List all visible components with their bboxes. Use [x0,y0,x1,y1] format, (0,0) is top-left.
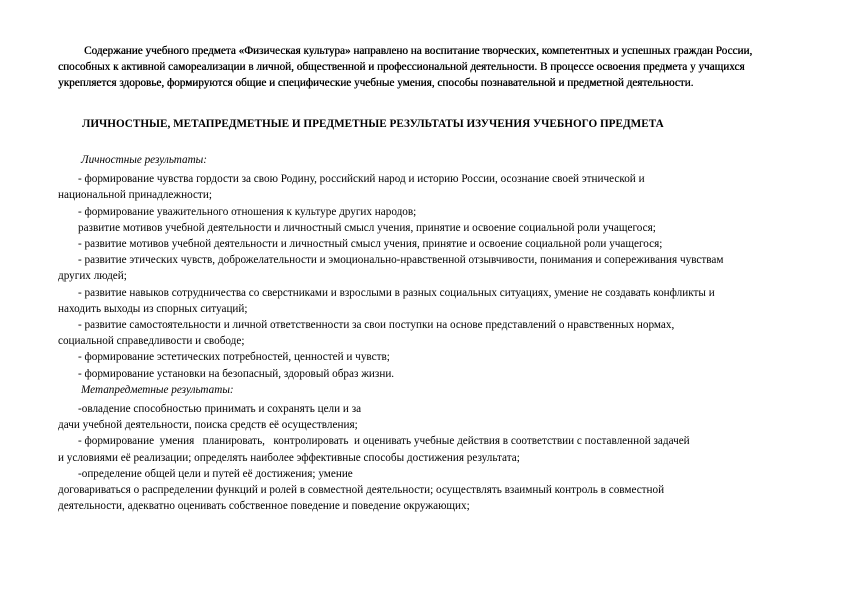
section-heading: ЛИЧНОСТНЫЕ, МЕТАПРЕДМЕТНЫЕ И ПРЕДМЕТНЫЕ РЕЗУЛЬТАТЫ ИЗУЧЕНИЯ УЧЕБНОГО ПРЕДМЕТА [82,118,664,130]
personal-item: - развитие самостоятельности и личной ответственности за свои поступки на основе представлений о нравственных нормах, [78,319,675,332]
personal-item: социальной справедливости и свободе; [58,335,245,348]
results-section [58,152,793,514]
personal-item: - формирование уважительного отношения к культуре других народов; [78,205,417,218]
personal-item: других людей; [58,270,127,283]
intro-paragraph: Содержание учебного предмета «Физическая культура» направлено на воспитание творческих, компетентных и успешных граждан России, способных к активной самореализации в личной, общественной и профессиональной деятельности. В процессе освоения предмета у учащихся укрепляется здоровье, формируются общие и специфические учебные умения, способы познавательной и предметной деятельности. [58,45,753,90]
personal-item: развитие мотивов учебной деятельности и личностный смысл учения, принятие и освоение социальной роли учащегося; [78,221,656,234]
meta-results-title: Метапредметные результаты: [81,383,234,396]
personal-results-title: Личностные результаты: [81,154,207,166]
personal-item: - формирование чувства гордости за свою Родину, российский народ и историю России, осознание своей этнической и [78,173,645,186]
meta-item: - формирование умения планировать, контролировать и оценивать учебные действия в соответствии с поставленной задачей [78,435,690,448]
meta-item: -определение общей цели и путей её достижения; умение [78,467,353,480]
personal-item: национальной принадлежности; [58,189,212,202]
personal-item: - развитие навыков сотрудничества со сверстниками и взрослыми в разных социальных ситуациях, умение не создавать конфликты и [78,286,715,299]
meta-item: -овладение способностью принимать и сохранять цели и за [78,403,362,416]
personal-item: - развитие мотивов учебной деятельности и личностный смысл учения, принятие и освоение социальной роли учащегося; [78,238,663,251]
meta-item: дачи учебной деятельности, поиска средств её осуществления; [58,419,358,432]
meta-item: договариваться о распределении функций и ролей в совместной деятельности; осуществлять взаимный контроль в совместной [58,484,665,497]
personal-item: - формирование эстетических потребностей, ценностей и чувств; [78,351,390,364]
personal-item: - формирование установки на безопасный, здоровый образ жизни. [78,367,395,380]
personal-item: - развитие этических чувств, доброжелательности и эмоционально-нравственной отзывчивости, понимания и сопереживания чувствам [78,254,724,267]
meta-item: и условиями её реализации; определять наиболее эффективные способы достижения результата; [58,451,520,464]
meta-item: деятельности, адекватно оценивать собственное поведение и поведение окружающих; [58,500,470,513]
personal-item: находить выходы из спорных ситуаций; [58,302,248,315]
